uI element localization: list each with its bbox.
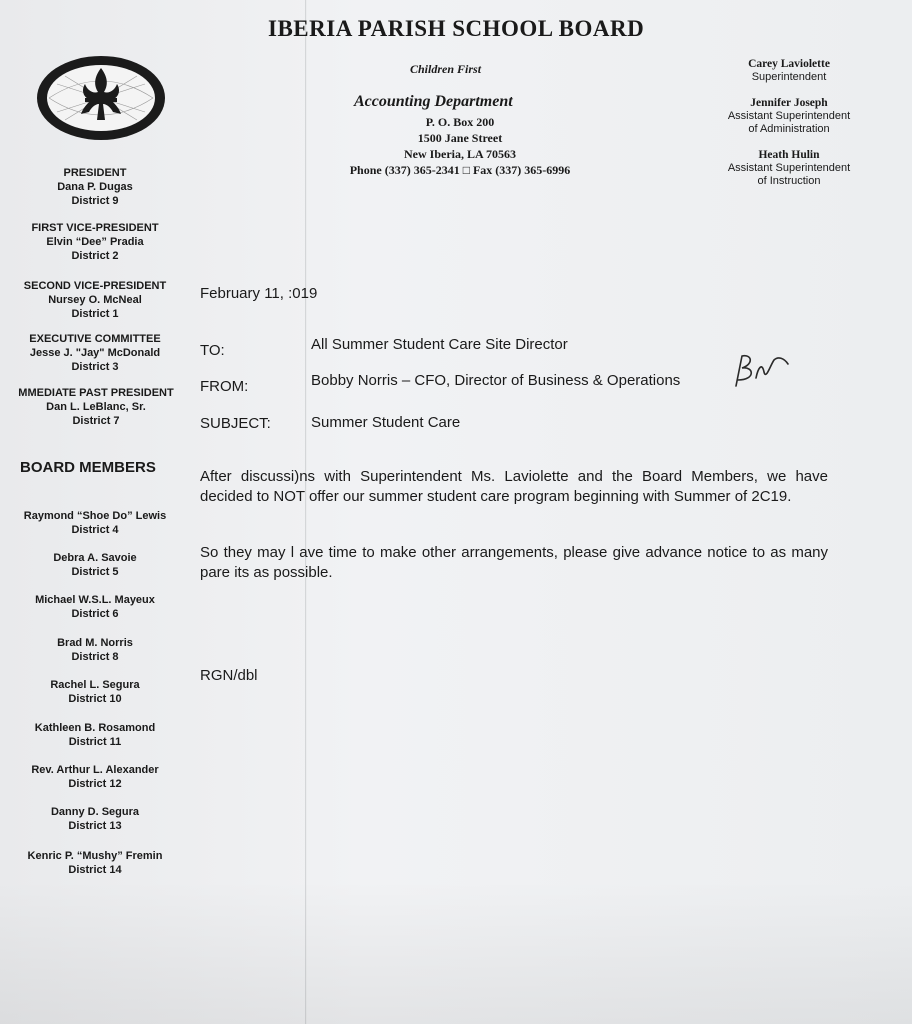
official-title: Assistant Superintendent (727, 162, 851, 174)
board-members-heading: BOARD MEMBERS (20, 459, 156, 476)
officer-president (10, 166, 180, 208)
tagline: Children First (410, 62, 482, 76)
officer-district: District 3 (71, 361, 119, 373)
memo-paragraph-2: So they may l ave time to make other arrangements, please give advance notice to as many pare its as possible. (200, 544, 828, 581)
member-district: District 12 (68, 778, 122, 790)
page-fold (305, 0, 307, 1024)
memo-date: February 11, :019 (200, 285, 318, 302)
member-district: District 6 (71, 608, 119, 620)
officer-name: Nursey O. McNeal (48, 294, 142, 306)
member-name: Rachel L. Segura (50, 679, 140, 691)
officer-district: District 2 (71, 250, 119, 262)
board-member (10, 763, 180, 791)
member-district: District 4 (71, 524, 119, 536)
officer-title: SECOND VICE-PRESIDENT (23, 280, 167, 292)
officer-title: PRESIDENT (63, 167, 127, 179)
member-name: Kenric P. “Mushy” Fremin (27, 850, 163, 862)
from-value: Bobby Norris – CFO, Director of Business & Operations (311, 372, 681, 389)
officer-name: Elvin “Dee” Pradia (46, 236, 144, 248)
member-name: Rev. Arthur L. Alexander (31, 764, 159, 776)
officer-executive-committee (10, 332, 180, 374)
officer-second-vp (10, 279, 180, 321)
officer-past-president (6, 386, 186, 428)
officials-list (704, 58, 874, 201)
member-district: District 13 (68, 820, 122, 832)
official-name: Carey Laviolette (748, 58, 830, 70)
official-superintendent (704, 58, 874, 84)
address-block (330, 114, 590, 178)
left-column (10, 0, 180, 1024)
board-member (10, 551, 180, 579)
department-name: Accounting Department (354, 93, 513, 110)
memo-paragraph-1: After discussi)ns with Superintendent Ms. Laviolette and the Board Members, we have decided to NOT offer our summer student care program beginning with Summer of 2C19. (200, 468, 828, 505)
officer-district: District 7 (72, 415, 120, 427)
board-member (10, 636, 180, 664)
typist-initials: RGN/dbl (200, 667, 258, 684)
member-district: District 14 (68, 864, 122, 876)
to-label: TO: (200, 342, 225, 359)
board-member (10, 805, 180, 833)
board-member (10, 509, 180, 537)
officer-district: District 9 (71, 195, 119, 207)
officer-name: Dana P. Dugas (57, 181, 133, 193)
member-name: Raymond “Shoe Do” Lewis (23, 510, 167, 522)
member-name: Kathleen B. Rosamond (34, 722, 156, 734)
officer-first-vp (10, 221, 180, 263)
board-member (10, 593, 180, 621)
member-name: Debra A. Savoie (53, 552, 137, 564)
official-name: Jennifer Joseph (750, 97, 828, 109)
member-district: District 11 (68, 736, 122, 748)
handwritten-initials-signature (730, 350, 790, 390)
subject-value: Summer Student Care (311, 414, 461, 431)
member-name: Michael W.S.L. Mayeux (35, 594, 155, 606)
to-value: All Summer Student Care Site Director (311, 336, 568, 353)
from-label: FROM: (200, 378, 249, 395)
board-member (10, 721, 180, 749)
member-district: District 10 (68, 693, 122, 705)
address-phone-fax: Phone (337) 365-2341 □ Fax (337) 365-6996 (349, 163, 571, 177)
board-name: IBERIA PARISH SCHOOL BOARD (268, 16, 645, 41)
address-po-box: P. O. Box 200 (425, 115, 495, 129)
member-district: District 5 (71, 566, 119, 578)
member-name: Danny D. Segura (50, 806, 140, 818)
address-city: New Iberia, LA 70563 (404, 147, 516, 161)
officer-name: Jesse J. "Jay" McDonald (29, 347, 161, 359)
official-asst-instruction (704, 149, 874, 188)
official-title-line2: of Instruction (757, 175, 821, 187)
board-member (10, 849, 180, 877)
board-member (10, 678, 180, 706)
officer-title: EXECUTIVE COMMITTEE (29, 333, 161, 345)
official-name: Heath Hulin (758, 149, 820, 161)
official-asst-admin (704, 97, 874, 136)
officer-title: FIRST VICE-PRESIDENT (31, 222, 159, 234)
official-title: Assistant Superintendent (727, 110, 851, 122)
officer-title: MMEDIATE PAST PRESIDENT (18, 387, 174, 399)
official-title: Superintendent (751, 71, 827, 83)
subject-label: SUBJECT: (200, 415, 271, 432)
officer-district: District 1 (71, 308, 119, 320)
address-street: 1500 Jane Street (417, 131, 503, 145)
officer-name: Dan L. LeBlanc, Sr. (46, 401, 146, 413)
member-district: District 8 (71, 651, 119, 663)
official-title-line2: of Administration (748, 123, 830, 135)
member-name: Brad M. Norris (57, 637, 133, 649)
